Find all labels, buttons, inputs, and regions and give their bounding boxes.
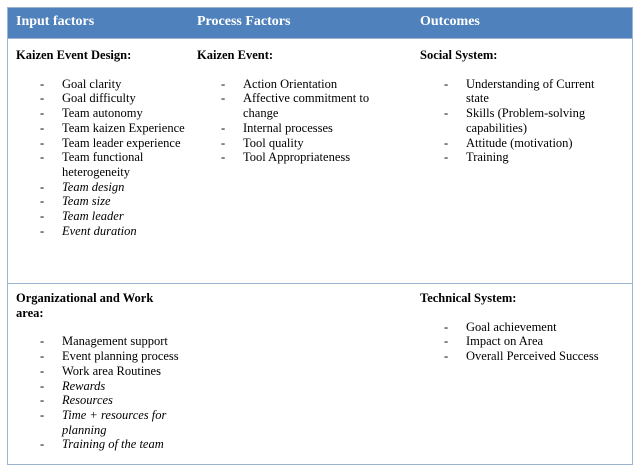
header-process-factors: Process Factors: [197, 14, 291, 29]
list-item: - Team leader: [16, 209, 186, 224]
list-item: - Time + resources for planning: [16, 408, 186, 437]
list-item: - Attitude (motivation): [420, 136, 620, 151]
cell-technical-system: [420, 291, 620, 364]
factor-list: [420, 77, 620, 165]
cell-title: Social System:: [420, 48, 498, 62]
cell-title: Technical System:: [420, 291, 517, 305]
header-outcomes: Outcomes: [420, 14, 480, 29]
cell-title: Kaizen Event Design:: [16, 48, 132, 62]
list-item: - Team leader experience: [16, 136, 186, 151]
cell-title: Organizational and Work area:: [16, 291, 154, 320]
table-header: [8, 8, 632, 38]
cell-social-system: [420, 48, 620, 165]
list-item: - Training of the team: [16, 437, 186, 452]
list-item: - Tool Appropriateness: [197, 150, 407, 165]
cell-kaizen-event-design: [16, 48, 186, 238]
list-item: - Management support: [16, 334, 186, 349]
list-item: - Goal clarity: [16, 77, 186, 92]
list-item: - Team autonomy: [16, 106, 186, 121]
list-item: - Skills (Problem-solving capabilities): [420, 106, 620, 135]
cell-kaizen-event: [197, 48, 407, 165]
list-item: - Team design: [16, 180, 186, 195]
list-item: - Tool quality: [197, 136, 407, 151]
list-item: - Rewards: [16, 379, 186, 394]
row-divider: [8, 283, 632, 284]
list-item: - Team functional heterogeneity: [16, 150, 186, 179]
list-item: - Impact on Area: [420, 334, 620, 349]
list-item: - Affective commitment to change: [197, 91, 407, 120]
list-item: - Work area Routines: [16, 364, 186, 379]
factor-list: [420, 320, 620, 364]
cell-title: Kaizen Event:: [197, 48, 274, 62]
header-divider: [8, 38, 632, 39]
list-item: - Overall Perceived Success: [420, 349, 620, 364]
list-item: - Event duration: [16, 224, 186, 239]
factor-list: [197, 77, 407, 165]
list-item: - Understanding of Current state: [420, 77, 620, 106]
list-item: - Goal difficulty: [16, 91, 186, 106]
factor-list: [16, 334, 186, 452]
factors-table: [7, 7, 633, 465]
list-item: - Event planning process: [16, 349, 186, 364]
list-item: - Goal achievement: [420, 320, 620, 335]
cell-organizational-work-area: [16, 291, 186, 452]
factor-list: [16, 77, 186, 239]
list-item: - Team kaizen Experience: [16, 121, 186, 136]
list-item: - Training: [420, 150, 620, 165]
list-item: - Internal processes: [197, 121, 407, 136]
list-item: - Team size: [16, 194, 186, 209]
list-item: - Action Orientation: [197, 77, 407, 92]
header-input-factors: Input factors: [16, 14, 95, 29]
list-item: - Resources: [16, 393, 186, 408]
